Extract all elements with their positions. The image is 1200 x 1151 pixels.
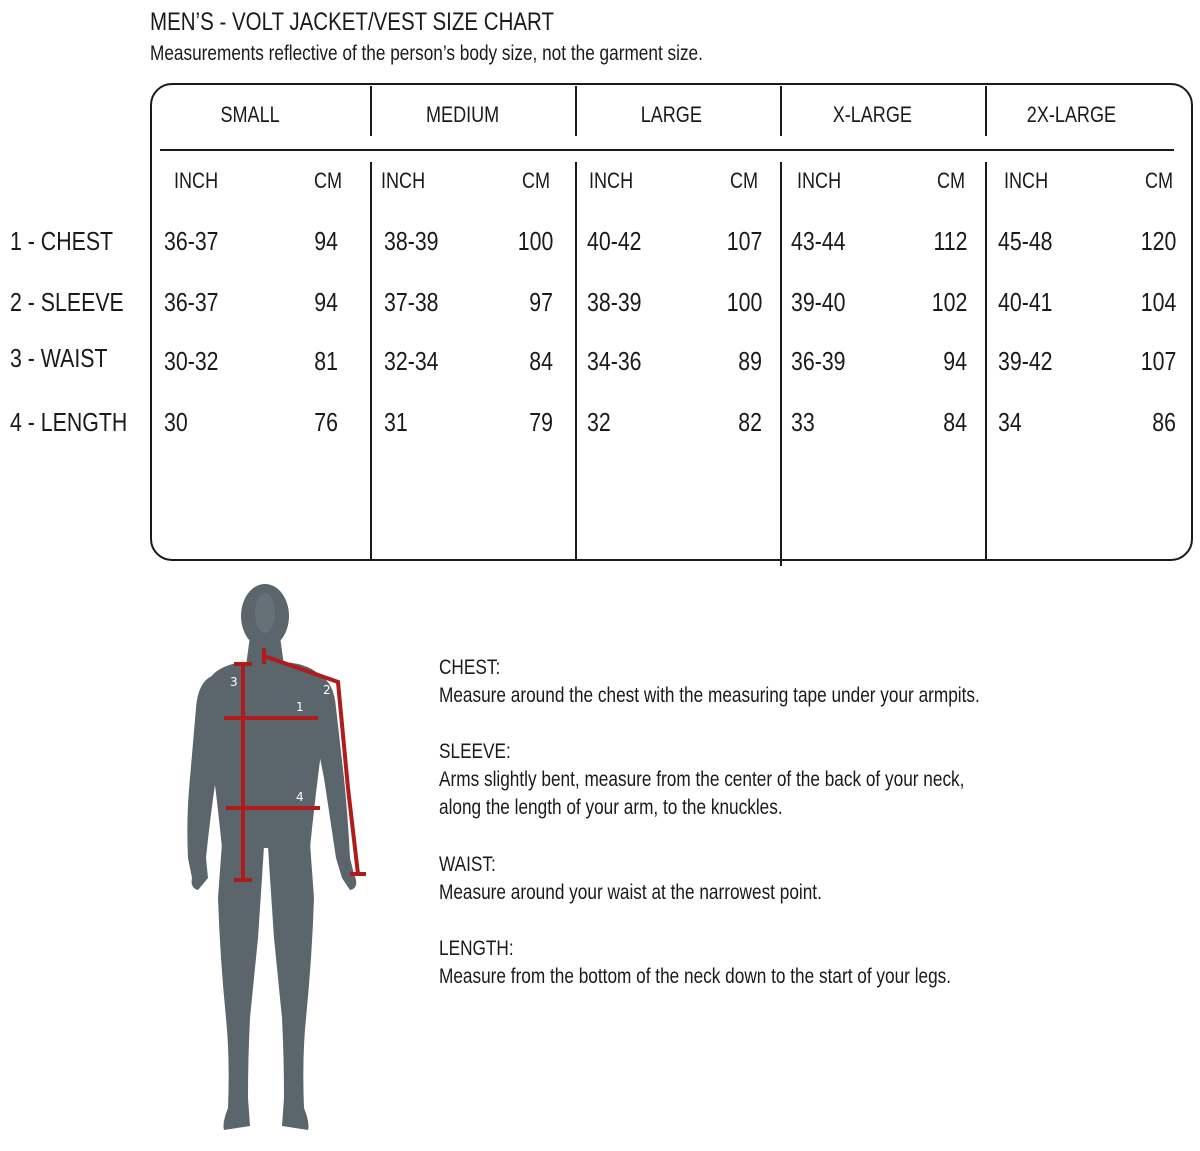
cell-inch: 40-41 — [998, 287, 1053, 317]
cell-cm: 94 — [314, 226, 338, 256]
cell-cm: 112 — [933, 226, 967, 256]
row-label-length: 4 - LENGTH — [10, 407, 128, 437]
cell-inch: 33 — [791, 407, 815, 437]
unit-inch: INCH — [797, 168, 842, 193]
instruction-text: Measure around your waist at the narrowest point. — [439, 881, 822, 904]
instruction-text: along the length of your arm, to the knuckles. — [439, 796, 783, 819]
cell-inch: 38-39 — [384, 226, 439, 256]
unit-inch: INCH — [1004, 168, 1049, 193]
instruction-heading: LENGTH: — [439, 937, 514, 960]
size-header-x-large: X-LARGE — [832, 102, 912, 127]
unit-cm: CM — [522, 168, 551, 193]
instruction-heading: SLEEVE: — [439, 740, 511, 763]
marker-3: 3 — [230, 675, 238, 689]
cell-cm: 84 — [529, 346, 553, 376]
unit-cm: CM — [730, 168, 759, 193]
cell-inch: 36-37 — [164, 226, 219, 256]
cell-cm: 120 — [1140, 226, 1176, 256]
cell-cm: 100 — [726, 287, 762, 317]
cell-inch: 32 — [587, 407, 611, 437]
size-header-medium: MEDIUM — [426, 102, 500, 127]
column-divider — [370, 162, 372, 560]
instruction-text: Measure from the bottom of the neck down to the start of your legs. — [439, 965, 952, 988]
instruction-text: Measure around the chest with the measuring tape under your armpits. — [439, 684, 980, 707]
instruction-heading: CHEST: — [439, 656, 501, 679]
instruction-length — [439, 935, 1063, 991]
unit-inch: INCH — [174, 168, 219, 193]
cell-inch: 40-42 — [587, 226, 642, 256]
unit-cm: CM — [937, 168, 966, 193]
cell-inch: 39-42 — [998, 346, 1053, 376]
cell-cm: 79 — [529, 407, 553, 437]
instruction-heading: WAIST: — [439, 853, 496, 876]
cell-cm: 107 — [726, 226, 762, 256]
chart-title: MEN’S - VOLT JACKET/VEST SIZE CHART — [150, 8, 555, 36]
row-label-chest: 1 - CHEST — [10, 226, 114, 256]
unit-inch: INCH — [589, 168, 634, 193]
size-header-large: LARGE — [640, 102, 702, 127]
header-divider — [160, 149, 1174, 151]
cell-inch: 34 — [998, 407, 1022, 437]
size-header-2x-large: 2X-LARGE — [1026, 102, 1116, 127]
cell-inch: 30 — [164, 407, 188, 437]
unit-inch: INCH — [381, 168, 426, 193]
instruction-sleeve — [439, 738, 1080, 822]
cell-inch: 38-39 — [587, 287, 642, 317]
cell-inch: 30-32 — [164, 346, 219, 376]
cell-inch: 43-44 — [791, 226, 846, 256]
cell-cm: 89 — [738, 346, 762, 376]
cell-cm: 94 — [943, 346, 967, 376]
marker-2: 2 — [323, 683, 331, 697]
cell-inch: 36-39 — [791, 346, 846, 376]
unit-cm: CM — [1145, 168, 1174, 193]
cell-cm: 107 — [1140, 346, 1176, 376]
row-label-sleeve: 2 - SLEEVE — [10, 287, 124, 317]
cell-cm: 104 — [1140, 287, 1176, 317]
cell-cm: 86 — [1152, 407, 1176, 437]
cell-cm: 94 — [314, 287, 338, 317]
cell-inch: 39-40 — [791, 287, 846, 317]
cell-inch: 36-37 — [164, 287, 219, 317]
mannequin-illustration — [150, 578, 410, 1138]
marker-4: 4 — [296, 790, 304, 804]
cell-inch: 32-34 — [384, 346, 439, 376]
cell-inch: 45-48 — [998, 226, 1053, 256]
instruction-waist — [439, 851, 906, 907]
column-divider — [780, 162, 782, 566]
row-label-waist: 3 - WAIST — [10, 343, 108, 373]
cell-cm: 100 — [517, 226, 553, 256]
cell-inch: 34-36 — [587, 346, 642, 376]
unit-cm: CM — [314, 168, 343, 193]
cell-cm: 84 — [943, 407, 967, 437]
size-header-small: SMALL — [220, 102, 280, 127]
chart-subtitle: Measurements reflective of the person’s body size, not the garment size. — [150, 42, 703, 65]
column-divider — [575, 162, 577, 560]
cell-cm: 82 — [738, 407, 762, 437]
marker-1: 1 — [296, 700, 304, 714]
mannequin-figure — [150, 578, 410, 1138]
instruction-chest — [439, 654, 1099, 710]
cell-inch: 31 — [384, 407, 408, 437]
size-table-frame — [150, 83, 1193, 561]
cell-inch: 37-38 — [384, 287, 439, 317]
column-divider — [985, 162, 987, 560]
cell-cm: 97 — [529, 287, 553, 317]
instruction-text: Arms slightly bent, measure from the center of the back of your neck, — [439, 768, 965, 791]
cell-cm: 81 — [314, 346, 338, 376]
cell-cm: 102 — [931, 287, 967, 317]
cell-cm: 76 — [314, 407, 338, 437]
